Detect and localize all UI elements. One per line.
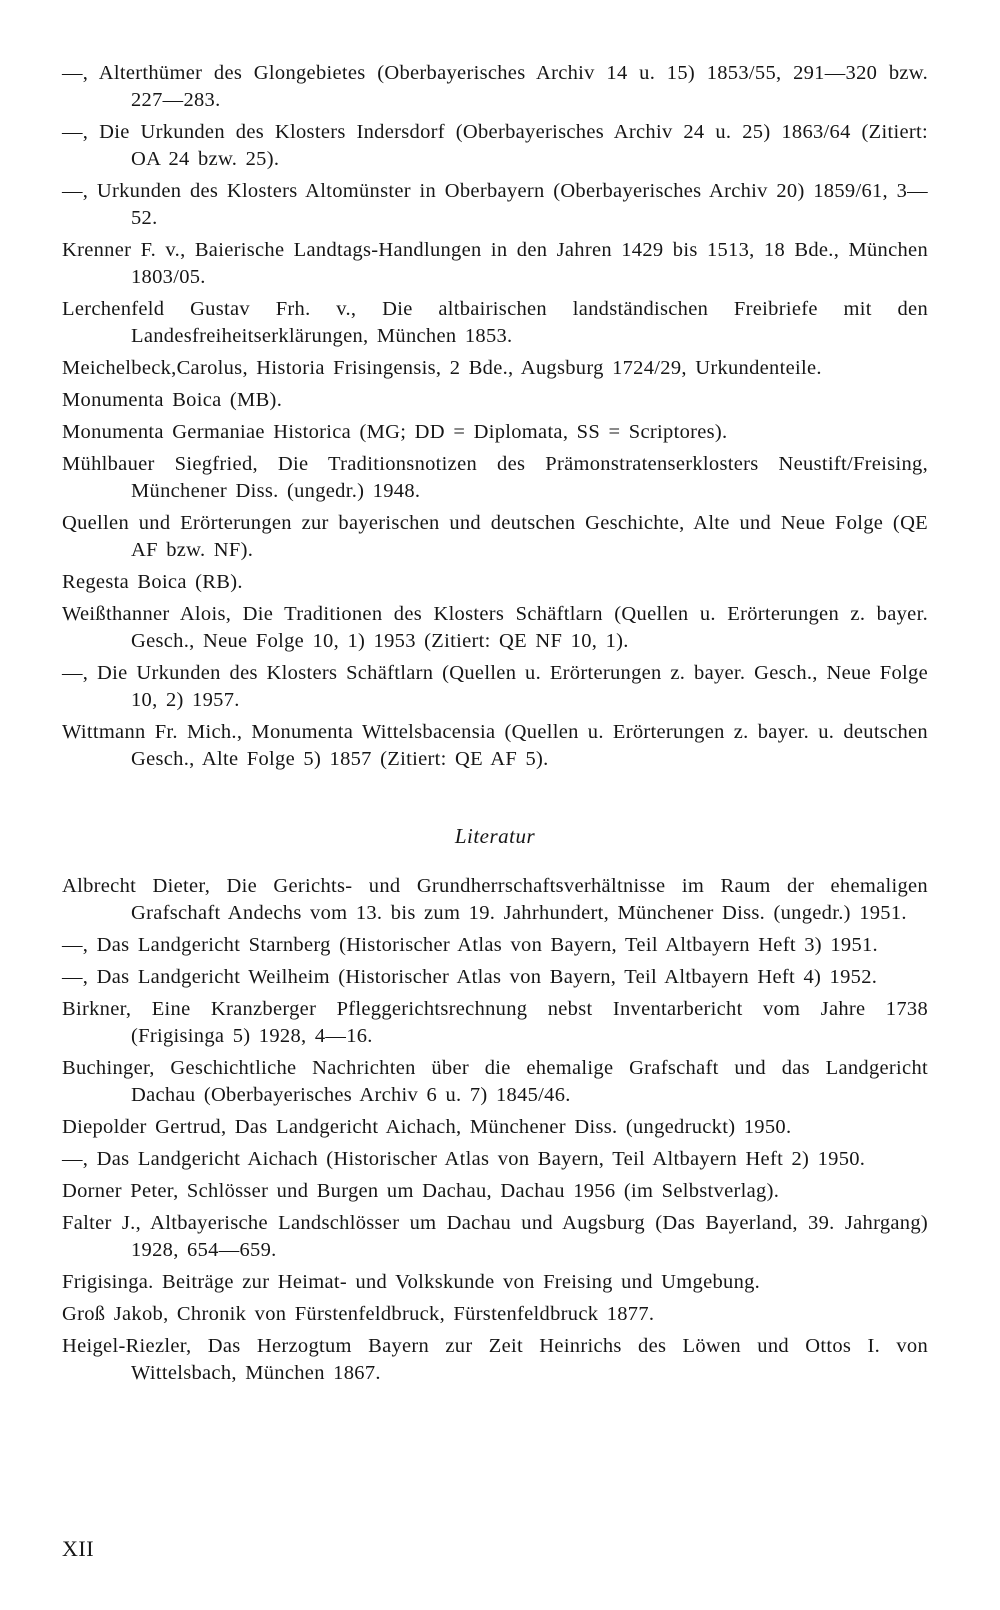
bibliography-entry: Buchinger, Geschichtliche Nachrichten über die ehemalige Grafschaft und das Landgericht Dachau (Oberbayerisches Archiv 6 u. 7) 1845/46. — [62, 1057, 928, 1106]
bibliography-entry: —, Das Landgericht Weilheim (Historischer Atlas von Bayern, Teil Altbayern Heft 4) 1952. — [62, 966, 878, 988]
bibliography-entry: —, Die Urkunden des Klosters Schäftlarn (Quellen u. Erörterungen z. bayer. Gesch., Neue Folge 10, 2) 1957. — [62, 662, 928, 711]
bibliography-entry: —, Das Landgericht Starnberg (Historischer Atlas von Bayern, Teil Altbayern Heft 3) 1951. — [62, 934, 878, 956]
bibliography-entry: Diepolder Gertrud, Das Landgericht Aichach, Münchener Diss. (ungedruckt) 1950. — [62, 1116, 792, 1138]
bibliography-entry: —, Die Urkunden des Klosters Indersdorf (Oberbayerisches Archiv 24 u. 25) 1863/64 (Zitiert: OA 24 bzw. 25). — [62, 121, 928, 170]
bibliography-entry: Lerchenfeld Gustav Frh. v., Die altbairischen landständischen Freibriefe mit den Landesfreiheitserklärungen, München 1853. — [62, 298, 928, 347]
bibliography-entry: —, Das Landgericht Aichach (Historischer Atlas von Bayern, Teil Altbayern Heft 2) 1950. — [62, 1148, 866, 1170]
bibliography-entry: Frigisinga. Beiträge zur Heimat- und Volkskunde von Freising und Umgebung. — [62, 1271, 761, 1293]
bibliography-entry: Monumenta Boica (MB). — [62, 389, 283, 411]
bibliography-entry: Wittmann Fr. Mich., Monumenta Wittelsbacensia (Quellen u. Erörterungen z. bayer. u. deutschen Gesch., Alte Folge 5) 1857 (Zitiert: QE AF 5). — [62, 721, 928, 770]
literature-heading: Literatur — [454, 824, 536, 848]
bibliography-entry: Mühlbauer Siegfried, Die Traditionsnotizen des Prämonstratenserklosters Neustift/Freising, Münchener Diss. (ungedr.) 1948. — [62, 453, 928, 502]
bibliography-entry: Monumenta Germaniae Historica (MG; DD = Diplomata, SS = Scriptores). — [62, 421, 728, 443]
bibliography-entry: —, Alterthümer des Glongebietes (Oberbayerisches Archiv 14 u. 15) 1853/55, 291—320 bzw. 227—283. — [62, 62, 928, 111]
bibliography-entry: Falter J., Altbayerische Landschlösser um Dachau und Augsburg (Das Bayerland, 39. Jahrgang) 1928, 654—659. — [62, 1212, 928, 1261]
bibliography-entry: Heigel-Riezler, Das Herzogtum Bayern zur Zeit Heinrichs des Löwen und Ottos I. von Wittelsbach, München 1867. — [62, 1335, 928, 1384]
bibliography-entry: Meichelbeck,Carolus, Historia Frisingensis, 2 Bde., Augsburg 1724/29, Urkundenteile. — [62, 357, 822, 379]
literature-list — [62, 873, 928, 1387]
page-number: XII — [62, 1536, 95, 1561]
bibliography-page — [62, 60, 928, 1392]
bibliography-entry: —, Urkunden des Klosters Altomünster in Oberbayern (Oberbayerisches Archiv 20) 1859/61, 3—52. — [62, 180, 928, 229]
bibliography-entry: Groß Jakob, Chronik von Fürstenfeldbruck, Fürstenfeldbruck 1877. — [62, 1303, 655, 1325]
sources-list — [62, 60, 928, 773]
bibliography-entry: Krenner F. v., Baierische Landtags-Handlungen in den Jahren 1429 bis 1513, 18 Bde., München 1803/05. — [62, 239, 928, 288]
bibliography-entry: Birkner, Eine Kranzberger Pfleggerichtsrechnung nebst Inventarbericht vom Jahre 1738 (Frigisinga 5) 1928, 4—16. — [62, 998, 928, 1047]
bibliography-entry: Weißthanner Alois, Die Traditionen des Klosters Schäftlarn (Quellen u. Erörterungen z. bayer. Gesch., Neue Folge 10, 1) 1953 (Zitiert: QE NF 10, 1). — [62, 603, 928, 652]
bibliography-entry: Quellen und Erörterungen zur bayerischen und deutschen Geschichte, Alte und Neue Folge (QE AF bzw. NF). — [62, 512, 928, 561]
bibliography-entry: Dorner Peter, Schlösser und Burgen um Dachau, Dachau 1956 (im Selbstverlag). — [62, 1180, 780, 1202]
bibliography-entry: Regesta Boica (RB). — [62, 571, 243, 593]
bibliography-entry: Albrecht Dieter, Die Gerichts- und Grundherrschaftsverhältnisse im Raum der ehemaligen Grafschaft Andechs vom 13. bis zum 19. Jahrhundert, Münchener Diss. (ungedr.) 1951. — [62, 875, 928, 924]
